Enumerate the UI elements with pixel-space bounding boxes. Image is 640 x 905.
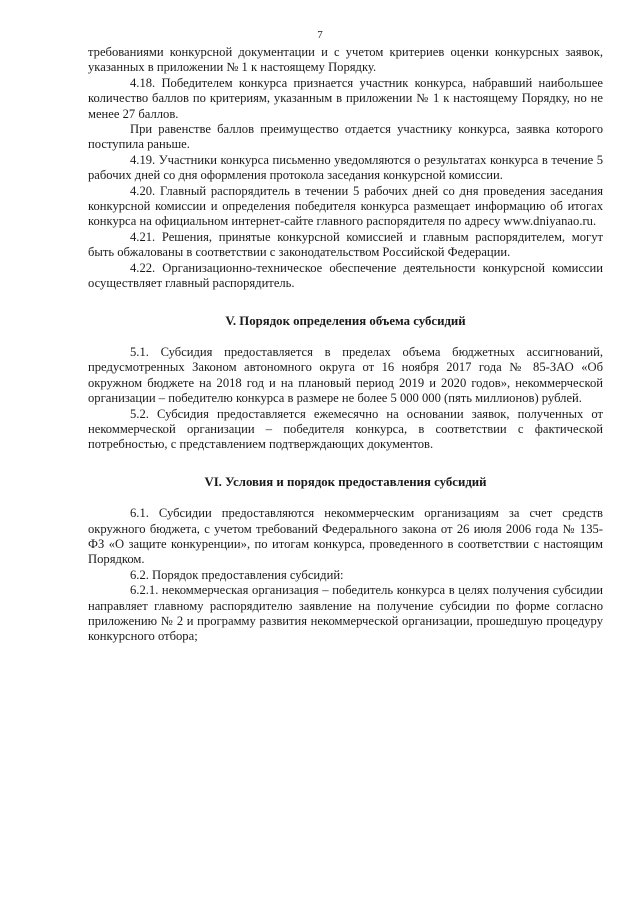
- paragraph-6-1: 6.1. Субсидии предоставляются некоммерческим организациям за счет средств окружного бюджета, с учетом требований Федерального закона от 26 июля 2006 года № 135-ФЗ «О защите конкуренции», по итогам конкурса, проведенного в соответствии с настоящим Порядком.: [88, 506, 603, 567]
- paragraph-4-21: 4.21. Решения, принятые конкурсной комиссией и главным распорядителем, могут быть обжалованы в соответствии с законодательством Российской Федерации.: [88, 229, 603, 260]
- section-6-heading: VI. Условия и порядок предоставления субсидий: [204, 474, 487, 489]
- paragraph-continuation: требованиями конкурсной документации и с учетом критериев оценки конкурсных заявок, указанных в приложении № 1 к настоящему Порядку.: [88, 45, 603, 75]
- paragraph-4-22: 4.22. Организационно-техническое обеспечение деятельности конкурсной комиссии осуществляет главный распорядитель.: [88, 260, 603, 291]
- paragraph-tie-rule: При равенстве баллов преимущество отдается участнику конкурса, заявка которого поступила раньше.: [88, 122, 603, 152]
- paragraph-4-18: 4.18. Победителем конкурса признается участник конкурса, набравший наибольшее количество баллов по критериям, указанным в приложении № 1 к настоящему Порядку, но не менее 27 баллов.: [88, 75, 603, 121]
- page-number: 7: [317, 29, 323, 41]
- section-5-heading: V. Порядок определения объема субсидий: [225, 313, 466, 328]
- document-body: [88, 45, 603, 645]
- paragraph-5-1: 5.1. Субсидия предоставляется в пределах объема бюджетных ассигнований, предусмотренных Законом автономного округа от 16 ноября 2017 года № 85-ЗАО «Об окружном бюджете на 2018 год и на плановый период 2019 и 2020 годов», некоммерческой организации – победителю конкурса в размере не более 5 000 000 (пять миллионов) рублей.: [88, 344, 603, 406]
- paragraph-6-2-1: 6.2.1. некоммерческая организация – победитель конкурса в целях получения субсидии направляет главному распорядителю заявление на получение субсидии по форме согласно приложению № 2 и программу развития некоммерческой организации, прошедшую процедуру конкурсного отбора;: [88, 583, 603, 644]
- paragraph-6-2: 6.2. Порядок предоставления субсидий:: [130, 567, 344, 582]
- paragraph-4-19: 4.19. Участники конкурса письменно уведомляются о результатах конкурса в течение 5 рабочих дней со дня оформления протокола заседания конкурсной комиссии.: [88, 152, 603, 183]
- paragraph-5-2: 5.2. Субсидия предоставляется ежемесячно на основании заявок, полученных от некоммерческой организации – победителя конкурса, в соответствии с фактической потребностью, с представлением подтверждающих документов.: [88, 406, 603, 452]
- paragraph-4-20: 4.20. Главный распорядитель в течении 5 рабочих дней со дня проведения заседания конкурсной комиссии и определения победителя конкурса размещает информацию об итогах конкурса на официальном интернет-сайте главного распорядителя по адресу www.dniyanao.ru.: [88, 183, 603, 229]
